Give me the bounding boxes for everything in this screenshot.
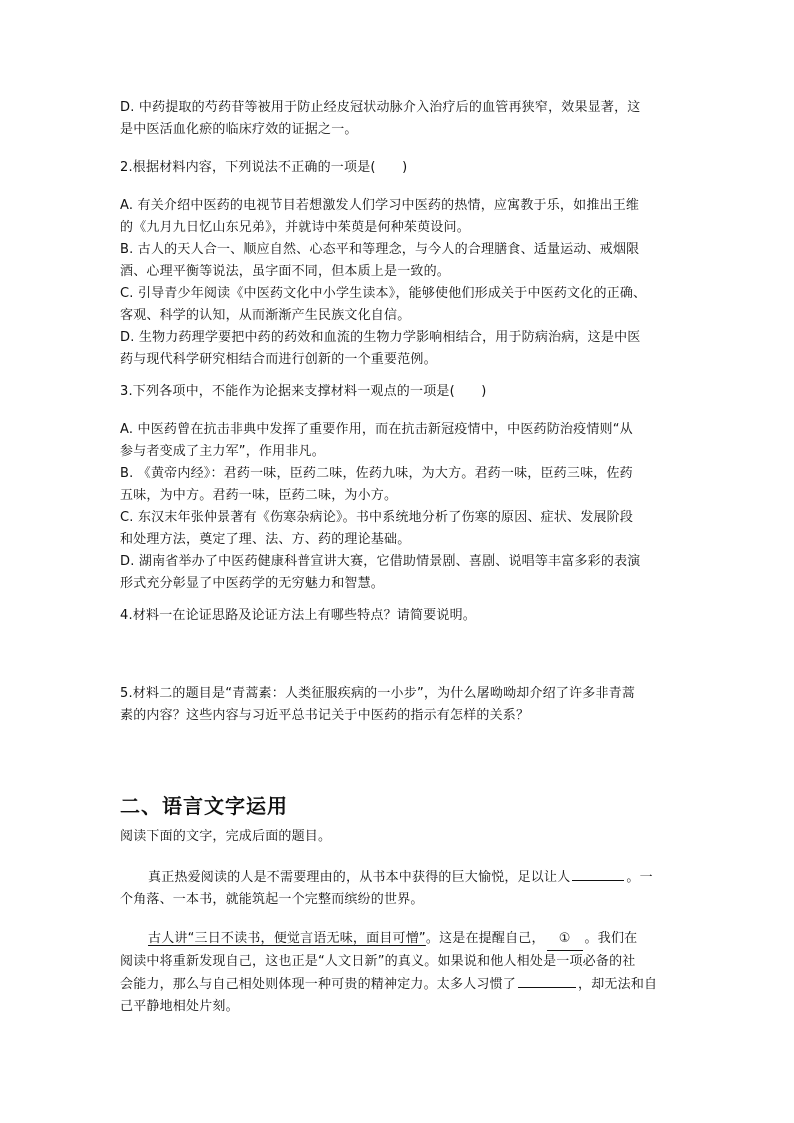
q3-options (120, 419, 680, 595)
option-b-line: 酒、心理平衡等说法，虽字面不同，但本质上是一致的。 (120, 264, 451, 279)
option-a-line: A. 有关介绍中医药的电视节目若想激发人们学习中医药的热情，应寓教于乐，如推出王维 (120, 198, 640, 213)
option-d-line: 药与现代科学研究相结合而进行创新的一个重要范例。 (120, 352, 437, 367)
q2-stem (120, 157, 680, 179)
text-line (120, 928, 680, 951)
text-line: 是中医活血化瘀的临床疗效的证据之一。 (120, 122, 358, 137)
numbered-blank: ① (547, 928, 583, 951)
text-line (120, 973, 680, 996)
q5-stem (120, 683, 680, 727)
option-b-line: B. 古人的天人合一、顺应自然、心态平和等理念，与今人的合理膳食、适量运动、戒烟限 (120, 242, 640, 257)
question-stem: 4.材料一在论证思路及论证方法上有哪些特点？请简要说明。 (120, 608, 477, 623)
intro-text: 阅读下面的文字，完成后面的题目。 (120, 829, 332, 844)
text-run: 会能力，那么与自己相处则体现一种可贵的精神定力。太多人习惯了 (120, 977, 517, 992)
option-d-line: D. 湖南省举办了中医药健康科普宣讲大赛，它借助情景剧、喜剧、说唱等丰富多彩的表演 (120, 554, 641, 569)
text-line: 个角落、一本书，就能筑起一个完整而缤纷的世界。 (120, 892, 424, 907)
text-line: 5.材料二的题目是“青蒿素：人类征服疾病的一小步”，为什么屠呦呦却介绍了许多非青蒿 (120, 686, 636, 701)
option-a-line: 的《九月九日忆山东兄弟》，并就诗中茱萸是何种茱萸设问。 (120, 220, 470, 235)
option-c-line: 客观、科学的认知，从而渐渐产生民族文化自信。 (120, 308, 411, 323)
option-b-line: 五味，为中方。君药一味，臣药二味，为小方。 (120, 488, 398, 503)
text-line: 素的内容？这些内容与习近平总书记关于中医药的指示有怎样的关系？ (120, 708, 530, 723)
text-line: D. 中药提取的芍药苷等被用于防止经皮冠状动脉介入治疗后的血管再狭窄，效果显著，这 (120, 100, 641, 115)
text-line: 己平静地相处片刻。 (120, 999, 239, 1014)
option-c-line: 和处理方法，奠定了理、法、方、药的理论基础。 (120, 532, 411, 547)
q1-option-d (120, 97, 680, 141)
option-c-line: C. 东汉末年张仲景著有《伤寒杂病论》。书中系统地分析了伤寒的原因、症状、发展阶段 (120, 510, 634, 525)
option-a-line: 参与者变成了主力军”，作用非凡。 (120, 444, 325, 459)
passage-paragraph-1 (120, 866, 680, 911)
text-line: 阅读中将重新发现自己，这也正是“人文日新”的真义。如果说和他人相处是一项必备的社 (120, 954, 636, 969)
q3-stem (120, 381, 680, 403)
text-run: 。一 (626, 870, 653, 885)
text-run: ，却无法和自 (578, 977, 658, 992)
option-d-line: D. 生物力药理学要把中药的药效和血流的生物力学影响相结合，用于防病治病，这是中医 (120, 330, 641, 345)
text-run: 。这是在提醒自己， (425, 931, 545, 946)
underlined-quote: 古人讲“三日不读书，便觉言语无味，面目可憎” (148, 931, 426, 946)
option-c-line: C. 引导青少年阅读《中医药文化中小学生读本》，能够使他们形成关于中医药文化的正确、 (120, 286, 647, 301)
text-run: 。我们在 (584, 931, 638, 946)
option-a-line: A. 中医药曾在抗击非典中发挥了重要作用，而在抗击新冠疫情中，中医药防治疫情则“从 (120, 422, 633, 437)
option-b-line: B. 《黄帝内经》：君药一味，臣药二味，佐药九味，为大方。君药一味，臣药三味，佐药 (120, 466, 633, 481)
fill-blank (518, 973, 576, 988)
text-line (120, 866, 680, 889)
passage-paragraph-2 (120, 928, 680, 1018)
q4-stem (120, 605, 680, 627)
section-intro (120, 826, 680, 848)
question-stem: 3.下列各项中，不能作为论据来支撑材料一观点的一项是( ) (120, 384, 487, 399)
question-stem: 2.根据材料内容，下列说法不正确的一项是( ) (120, 160, 408, 175)
fill-blank (572, 866, 624, 881)
option-d-line: 形式充分彰显了中医药学的无穷魅力和智慧。 (120, 576, 385, 591)
section-heading: 二、语言文字运用 (120, 794, 288, 818)
text-run: 真正热爱阅读的人是不需要理由的，从书本中获得的巨大愉悦，足以让人 (148, 870, 571, 885)
q2-options (120, 195, 680, 371)
